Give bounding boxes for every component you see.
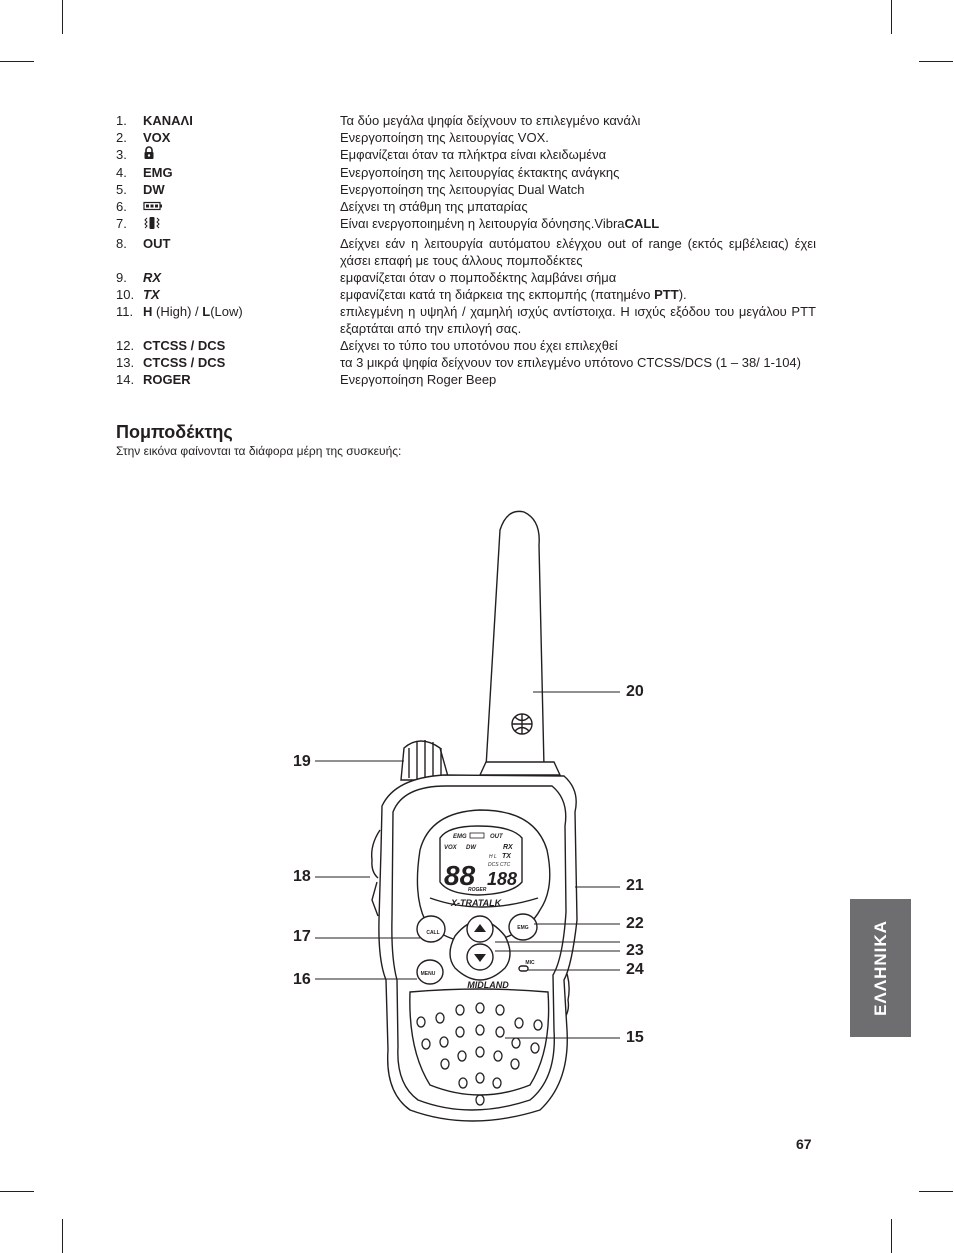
- lcd-hl: H L: [489, 854, 497, 860]
- language-tab-label: ΕΛΛΗΝΙΚΑ: [870, 920, 890, 1016]
- item-number: 13.: [116, 355, 135, 370]
- item-description: Δείχνει το τύπο του υποτόνου που έχει επιλεχθεί: [340, 338, 618, 353]
- item-number: 5.: [116, 182, 127, 197]
- item-label: ΚΑΝΑΛΙ: [143, 113, 193, 128]
- callout-19: 19: [293, 753, 311, 770]
- item-number: 3.: [116, 147, 127, 162]
- section-intro: Στην εικόνα φαίνονται τα διάφορα μέρη της συσκευής:: [116, 444, 402, 458]
- item-description: Δείχνει εάν η λειτουργία αυτόματου ελέγχου out of range (εκτός εμβέλειας) έχει χάσει επαφή με τους άλλους πομποδέκτες: [340, 236, 816, 268]
- label-high-text: (High) /: [152, 304, 203, 319]
- item-label: EMG: [143, 165, 173, 180]
- callout-17: 17: [293, 928, 311, 945]
- item-number: 7.: [116, 216, 127, 231]
- lcd-out: OUT: [490, 834, 503, 840]
- lcd-channel-digits: 88: [444, 860, 476, 891]
- lcd-tx: TX: [502, 853, 511, 860]
- item-description-bold: CALL: [624, 216, 660, 231]
- lcd-emg: EMG: [453, 834, 467, 840]
- item-number: 8.: [116, 236, 127, 251]
- label-low-letter: L: [202, 304, 211, 319]
- item-description: επιλεγμένη η υψηλή / χαμηλή ισχύς αντίστοιχα. Η ισχύς εξόδου του μεγάλου PTT εξαρτάται από την επιλογή σας.: [340, 304, 816, 336]
- callout-22: 22: [626, 915, 644, 932]
- language-tab: [850, 899, 911, 1037]
- item-label: VOX: [143, 130, 171, 145]
- item-description: Ενεργοποίηση της λειτουργίας VOX.: [340, 130, 549, 145]
- mic-label: MIC: [525, 960, 535, 966]
- lcd-roger: ROGER: [468, 887, 487, 893]
- lcd-dcs-ctc: DCS CTC: [488, 862, 511, 868]
- label-high-letter: H: [143, 304, 153, 319]
- item-number: 14.: [116, 372, 135, 387]
- item-label: ROGER: [143, 372, 191, 387]
- item-label: OUT: [143, 236, 171, 251]
- page-number: 67: [796, 1136, 812, 1152]
- lcd-rx: RX: [503, 844, 513, 851]
- item-number: 2.: [116, 130, 127, 145]
- item-description: Εμφανίζεται όταν τα πλήκτρα είναι κλειδωμένα: [340, 147, 607, 162]
- lcd-vox: VOX: [444, 845, 457, 851]
- item-label: CTCSS / DCS: [143, 355, 226, 370]
- item-description: Ενεργοποίηση της λειτουργίας Dual Watch: [340, 182, 585, 197]
- item-label: DW: [143, 182, 165, 197]
- callout-20: 20: [626, 683, 644, 700]
- call-button-label: CALL: [426, 930, 440, 936]
- item-description-text: Είναι ενεργοποιημένη η λειτουργία δόνησης.Vibra: [340, 216, 625, 231]
- item-label: CTCSS / DCS: [143, 338, 226, 353]
- item-description-bold: PTT: [654, 287, 679, 302]
- callout-23: 23: [626, 942, 644, 959]
- section-title: Πομποδέκτης: [116, 422, 233, 442]
- item-description-tail: ).: [678, 287, 687, 302]
- item-number: 11.: [116, 304, 134, 319]
- item-description-text: εμφανίζεται κατά τη διάρκεια της εκπομπής (πατημένο: [340, 287, 655, 302]
- item-number: 6.: [116, 199, 127, 214]
- callout-21: 21: [626, 877, 644, 894]
- item-number: 4.: [116, 165, 127, 180]
- callout-15: 15: [626, 1029, 644, 1046]
- lcd-dw: DW: [466, 845, 476, 851]
- callout-16: 16: [293, 971, 311, 988]
- label-low-text: (Low): [210, 304, 243, 319]
- emg-button-label: EMG: [517, 925, 529, 931]
- item-label: RX: [143, 270, 162, 285]
- item-number: 10.: [116, 287, 135, 302]
- lcd-subtone-digits: 188: [487, 869, 518, 889]
- callout-18: 18: [293, 868, 311, 885]
- item-description: Δείχνει τη στάθμη της μπαταρίας: [340, 199, 528, 214]
- item-label: TX: [143, 287, 160, 302]
- item-number: 9.: [116, 270, 127, 285]
- item-description: εμφανίζεται όταν ο πομποδέκτης λαμβάνει σήμα: [340, 270, 617, 285]
- item-description: Τα δύο μεγάλα ψηφία δείχνουν το επιλεγμένο κανάλι: [340, 113, 641, 128]
- model-name: X-TRATALK: [451, 898, 502, 908]
- menu-button-label: MENU: [420, 971, 436, 977]
- item-description: Ενεργοποίηση της λειτουργίας έκτακτης ανάγκης: [340, 165, 620, 180]
- callout-24: 24: [626, 961, 644, 978]
- item-description: τα 3 μικρά ψηφία δείχνουν τον επιλεγμένο υπότονο CTCSS/DCS (1 – 38/ 1-104): [340, 355, 801, 370]
- brand-logo: MIDLAND: [467, 980, 509, 990]
- item-description: Ενεργοποίηση Roger Beep: [340, 372, 497, 387]
- item-number: 12.: [116, 338, 135, 353]
- item-number: 1.: [116, 113, 127, 128]
